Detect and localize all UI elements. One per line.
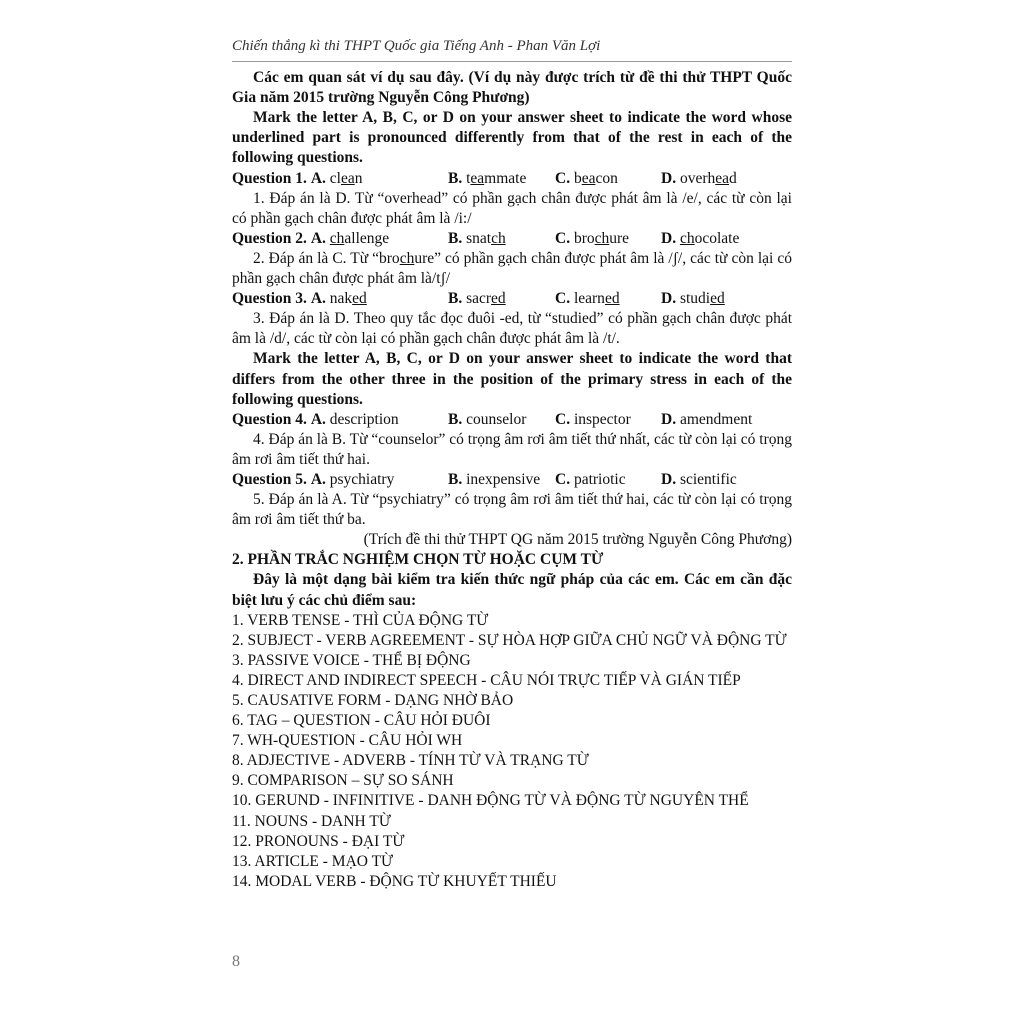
list-item: 3. PASSIVE VOICE - THỂ BỊ ĐỘNG <box>232 651 471 669</box>
list-item: 14. MODAL VERB - ĐỘNG TỪ KHUYẾT THIẾU <box>232 872 557 890</box>
option-word: challenge <box>329 229 390 247</box>
option-letter: C. <box>555 169 571 187</box>
grammar-topic-list <box>232 611 792 892</box>
option-letter: A. <box>310 410 326 428</box>
section-heading: 2. PHẦN TRẮC NGHIỆM CHỌN TỪ HOẶC CỤM TỪ <box>232 551 604 569</box>
option-letter: D. <box>661 169 677 187</box>
option-word: psychiatry <box>329 470 395 488</box>
option-letter: D. <box>661 229 677 247</box>
option-word: snatch <box>466 229 506 247</box>
option-word: overhead <box>679 169 737 187</box>
option-word: naked <box>329 290 367 308</box>
list-item: 13. ARTICLE - MẠO TỪ <box>232 852 394 870</box>
list-item: 1. VERB TENSE - THÌ CỦA ĐỘNG TỪ <box>232 611 489 629</box>
option-letter: C. <box>555 290 571 308</box>
option-word: clean <box>329 169 363 187</box>
question-label: Question 2. <box>232 229 307 247</box>
question-row <box>232 169 792 189</box>
question-row <box>232 229 792 249</box>
question-label: Question 5. <box>232 470 307 488</box>
option-word: scientific <box>679 470 737 488</box>
question-label: Question 3. <box>232 290 307 308</box>
option-word: teammate <box>466 169 527 187</box>
answer-explanation: 2. Đáp án là C. Từ “brochure” có phần gạch chân được phát âm là /ʃ/, các từ còn lại có phần gạch chân được phát âm là/tʃ/ <box>232 249 792 288</box>
question-row <box>232 289 792 309</box>
option-word: description <box>329 410 399 428</box>
option-word: learned <box>573 290 620 308</box>
option-letter: B. <box>448 470 463 488</box>
list-item: 8. ADJECTIVE - ADVERB - TÍNH TỪ VÀ TRẠNG TỪ <box>232 752 589 770</box>
list-item: 12. PRONOUNS - ĐẠI TỪ <box>232 832 405 850</box>
option-letter: D. <box>661 470 677 488</box>
list-item: 7. WH-QUESTION - CÂU HỎI WH <box>232 732 463 750</box>
option-letter: D. <box>661 290 677 308</box>
question-label: Question 1. <box>232 169 307 187</box>
option-word: inspector <box>573 410 631 428</box>
option-word: beacon <box>573 169 618 187</box>
option-letter: C. <box>555 229 571 247</box>
question-label: Question 4. <box>232 410 307 428</box>
option-word: inexpensive <box>466 470 541 488</box>
option-word: studied <box>679 290 725 308</box>
document-page <box>232 36 792 892</box>
option-word: brochure <box>573 229 630 247</box>
list-item: 9. COMPARISON – SỰ SO SÁNH <box>232 772 454 790</box>
page-number: 8 <box>232 953 240 970</box>
option-word: counselor <box>466 410 527 428</box>
instruction-pronunciation: Mark the letter A, B, C, or D on your answer sheet to indicate the word whose underlined part is pronounced differently from that of the rest in each of the following questions. <box>232 109 792 167</box>
list-item: 2. SUBJECT - VERB AGREEMENT - SỰ HÒA HỢP GIỮA CHỦ NGỮ VÀ ĐỘNG TỪ <box>232 631 787 649</box>
option-letter: D. <box>661 410 677 428</box>
running-header: Chiến thắng kì thi THPT Quốc gia Tiếng Anh - Phan Văn Lợi <box>232 36 792 62</box>
option-letter: A. <box>310 470 326 488</box>
option-letter: C. <box>555 470 571 488</box>
option-letter: A. <box>310 229 326 247</box>
option-word: amendment <box>679 410 753 428</box>
option-letter: B. <box>448 410 463 428</box>
answer-explanation: 1. Đáp án là D. Từ “overhead” có phần gạch chân được phát âm là /e/, các từ còn lại có phần gạch chân được phát âm là /i:/ <box>232 189 792 227</box>
option-letter: B. <box>448 290 463 308</box>
answer-explanation: 3. Đáp án là D. Theo quy tắc đọc đuôi -ed, từ “studied” có phần gạch chân được phát âm là /d/, các từ còn lại có phần gạch chân được phát âm là /t/. <box>232 310 792 348</box>
answer-explanation: 5. Đáp án là A. Từ “psychiatry” có trọng âm rơi âm tiết thứ hai, các từ còn lại có trọng âm rơi âm tiết thứ ba. <box>232 491 792 529</box>
option-letter: C. <box>555 410 571 428</box>
question-row <box>232 470 792 490</box>
option-letter: A. <box>310 290 326 308</box>
list-item: 6. TAG – QUESTION - CÂU HỎI ĐUÔI <box>232 712 491 730</box>
option-word: chocolate <box>679 229 740 247</box>
section-intro: Đây là một dạng bài kiểm tra kiến thức ngữ pháp của các em. Các em cần đặc biệt lưu ý các chủ điểm sau: <box>232 571 792 609</box>
list-item: 5. CAUSATIVE FORM - DẠNG NHỜ BẢO <box>232 692 514 709</box>
list-item: 4. DIRECT AND INDIRECT SPEECH - CÂU NÓI TRỰC TIẾP VÀ GIÁN TIẾP <box>232 671 741 689</box>
option-letter: A. <box>310 169 326 187</box>
option-word: sacred <box>466 290 506 308</box>
list-item: 11. NOUNS - DANH TỪ <box>232 812 391 830</box>
option-word: patriotic <box>573 470 626 488</box>
option-letter: B. <box>448 169 463 187</box>
option-letter: B. <box>448 229 463 247</box>
instruction-stress: Mark the letter A, B, C, or D on your answer sheet to indicate the word that differs from the other three in the position of the primary stress in each of the following questions. <box>232 350 792 408</box>
answer-explanation: 4. Đáp án là B. Từ “counselor” có trọng âm rơi âm tiết thứ nhất, các từ còn lại có trọng âm rơi âm tiết thứ hai. <box>232 430 792 468</box>
source-citation: (Trích đề thi thử THPT QG năm 2015 trường Nguyễn Công Phương) <box>363 531 792 549</box>
list-item: 10. GERUND - INFINITIVE - DANH ĐỘNG TỪ VÀ ĐỘNG TỪ NGUYÊN THỂ <box>232 792 749 810</box>
question-row <box>232 410 792 430</box>
intro-paragraph: Các em quan sát ví dụ sau đây. (Ví dụ này được trích từ đề thi thử THPT Quốc Gia năm 2015 trường Nguyễn Công Phương) <box>232 69 792 107</box>
